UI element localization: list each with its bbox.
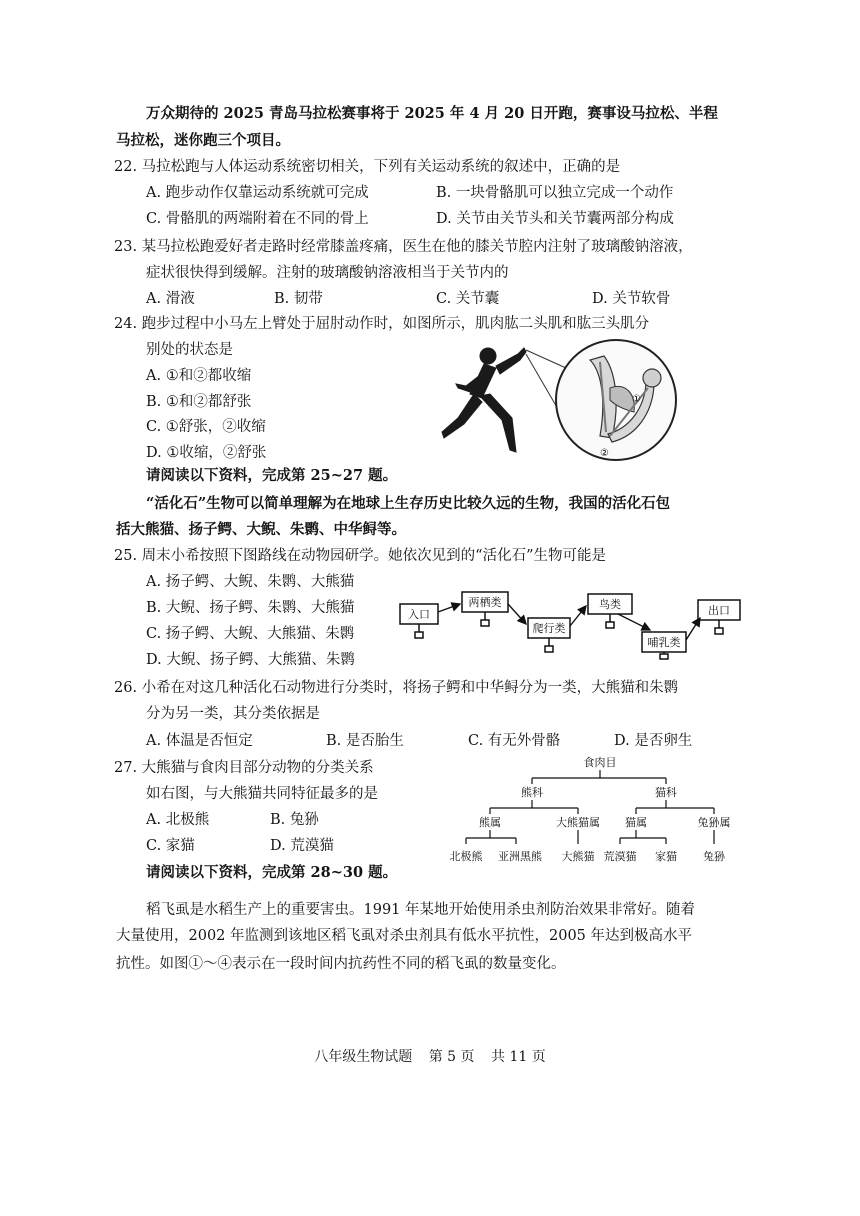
q24-stem-1: 24. 跑步过程中小马左上臂处于屈肘动作时，如图所示，肌肉肱二头肌和肱三头肌分 [114,316,650,332]
intro-line-1: 万众期待的 2025 青岛马拉松赛事将于 2025 年 4 月 20 日开跑，赛事设马拉松、半程 [146,105,718,122]
material1-line-1: “活化石”生物可以简单理解为在地球上生存历史比较久远的生物，我国的活化石包 [146,495,671,512]
q26-stem-1: 26. 小希在对这几种活化石动物进行分类时，将扬子鳄和中华鲟分为一类，大熊猫和朱鹮 [114,680,679,696]
q22-option-a: A. 跑步动作仅靠运动系统就可完成 [146,185,369,201]
q25-option-d: D. 大鲵、扬子鳄、大熊猫、朱鹮 [146,652,355,668]
material2-line-3: 抗性。如图①～④表示在一段时间内抗药性不同的稻飞虱的数量变化。 [116,956,566,972]
footer-page-number: 第 5 页 [428,1049,475,1065]
q22-option-d: D. 关节由关节头和关节囊两部分构成 [436,211,674,227]
material2-line-1: 稻飞虱是水稻生产上的重要害虫。1991 年某地开始使用杀虫剂防治效果非常好。随着 [146,902,696,918]
tree-genus-felis: 猫属 [625,816,647,829]
q23-stem-2: 症状很快得到缓解。注射的玻璃酸钠溶液相当于关节内的 [146,265,509,281]
tree-species-domestic-cat: 家猫 [655,850,677,863]
q27-stem-1: 27. 大熊猫与食肉目部分动物的分类关系 [114,760,374,776]
tree-species-manul: 兔狲 [703,850,725,863]
route-bird: 鸟类 [599,598,621,611]
q22-option-c: C. 骨骼肌的两端附着在不同的骨上 [146,211,369,227]
route-amphibian: 两栖类 [468,596,502,609]
tree-family-cat: 猫科 [655,786,677,799]
muscle-label-2: ② [600,448,609,459]
footer-subject: 八年级生物试题 [314,1049,413,1065]
route-mammal: 哺乳类 [647,636,681,649]
q27-option-d: D. 荒漠猫 [270,838,334,854]
q25-option-a: A. 扬子鳄、大鲵、朱鹮、大熊猫 [146,574,355,590]
material2-line-2: 大量使用，2002 年监测到该地区稻飞虱对杀虫剂具有低水平抗性，2005 年达到极高水平 [116,928,693,944]
q23-option-a: A. 滑液 [146,291,195,307]
tree-order: 食肉目 [583,756,617,769]
tree-species-polar-bear: 北极熊 [449,850,483,863]
q26-option-c: C. 有无外骨骼 [468,733,561,749]
q24-option-d: D. ①收缩，②舒张 [146,445,267,461]
q23-option-d: D. 关节软骨 [592,291,671,307]
tree-genus-ursus: 熊属 [479,816,501,829]
q24-option-b: B. ①和②都舒张 [146,394,252,410]
tree-species-desert-cat: 荒漠猫 [603,850,637,863]
q27-option-b: B. 兔狲 [270,812,319,828]
q27-option-c: C. 家猫 [146,838,195,854]
q26-option-d: D. 是否卵生 [614,733,693,749]
classification-tree [440,752,740,870]
q23-option-b: B. 韧带 [274,291,323,307]
tree-genus-ailuropoda: 大熊猫属 [556,816,600,829]
q26-option-b: B. 是否胎生 [326,733,404,749]
q25-option-c: C. 扬子鳄、大鲵、大熊猫、朱鹮 [146,626,355,642]
q24-option-a: A. ①和②都收缩 [146,368,252,384]
q27-option-a: A. 北极熊 [146,812,210,828]
runner-arm-figure [440,332,690,468]
intro-line-2: 马拉松，迷你跑三个项目。 [116,132,290,149]
runner-silhouette [442,348,526,452]
route-exit: 出口 [708,604,730,617]
tree-family-bear: 熊科 [521,786,543,799]
q25-stem: 25. 周末小希按照下图路线在动物园研学。她依次见到的“活化石”生物可能是 [114,548,606,564]
page-footer [0,1046,860,1066]
tree-species-giant-panda: 大熊猫 [561,850,595,863]
route-entrance: 入口 [408,608,430,621]
q22-stem: 22. 马拉松跑与人体运动系统密切相关，下列有关运动系统的叙述中，正确的是 [114,159,621,175]
footer-total-pages: 共 11 页 [491,1049,546,1065]
q24-stem-2: 别处的状态是 [146,342,233,358]
q26-stem-2: 分为另一类，其分类依据是 [146,706,320,722]
reading-prompt-2: 请阅读以下资料，完成第 28~30 题。 [146,864,398,881]
route-reptile: 爬行类 [532,622,566,635]
q22-option-b: B. 一块骨骼肌可以独立完成一个动作 [436,185,674,201]
tree-species-black-bear: 亚洲黑熊 [498,850,542,863]
q25-option-b: B. 大鲵、扬子鳄、朱鹮、大熊猫 [146,600,355,616]
q23-stem-1: 23. 某马拉松跑爱好者走路时经常膝盖疼痛，医生在他的膝关节腔内注射了玻璃酸钠溶液， [114,239,693,255]
q24-option-c: C. ①舒张，②收缩 [146,419,266,435]
q23-option-c: C. 关节囊 [436,291,500,307]
q27-stem-2: 如右图，与大熊猫共同特征最多的是 [146,786,378,802]
tree-genus-otocolobus: 兔狲属 [697,816,731,829]
material1-line-2: 括大熊猫、扬子鳄、大鲵、朱鹮、中华鲟等。 [116,521,406,538]
reading-prompt-1: 请阅读以下资料，完成第 25~27 题。 [146,467,398,484]
q26-option-a: A. 体温是否恒定 [146,733,253,749]
muscle-label-1: ① [632,394,641,405]
zoo-route-diagram [396,588,748,660]
